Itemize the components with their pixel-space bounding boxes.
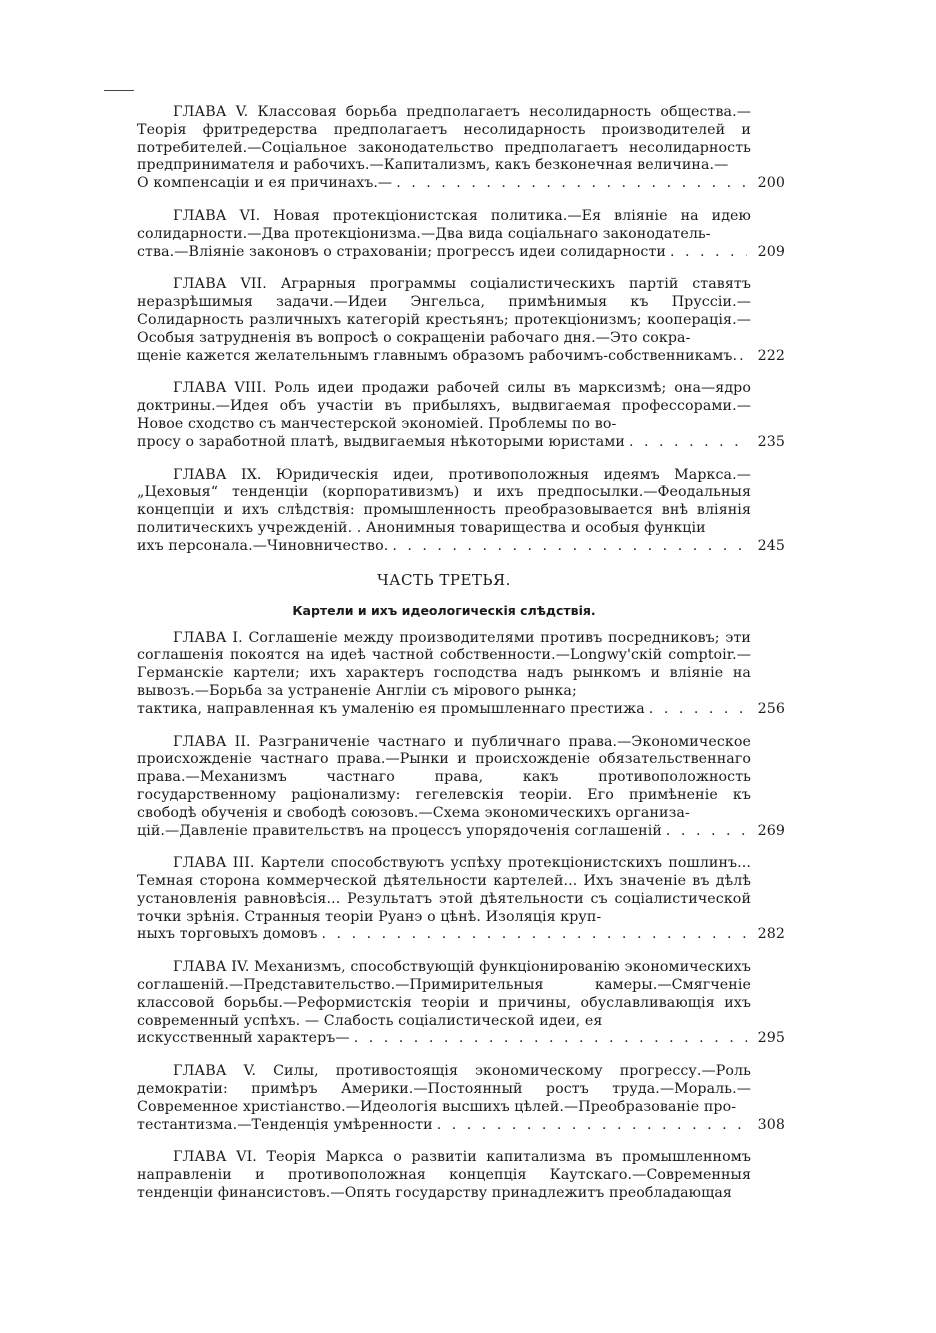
part-title: ЧАСТЬ ТРЕТЬЯ. (377, 570, 511, 589)
page-number: 222 (757, 347, 785, 364)
entry-last-line (137, 434, 785, 452)
dot-leaders (437, 1117, 747, 1135)
corner-rule (104, 90, 134, 91)
page-number: 308 (757, 1116, 785, 1133)
entry-last-line (137, 926, 785, 944)
entry-last-line (137, 538, 785, 556)
entry-last-text: О компенсаціи и ея причинахъ.— (137, 175, 393, 192)
entry-last-line (137, 1030, 785, 1048)
page-number: 200 (757, 175, 785, 192)
toc-entry-p3-ch4 (137, 959, 785, 1048)
toc-entry-ch7 (137, 276, 785, 365)
dot-leaders (670, 244, 747, 262)
entry-text: ГЛАВА IV. Механизмъ, способствующій функціонированію экономическихъ соглашеній.—Представительство.—Примирительныя камеры.—Смягченіе классовой борьбы.—Реформистскія теоріи и причины, обуславливающія ихъ современный успѣхъ. — Слабость соціалистической идеи, ея (137, 959, 751, 1029)
toc-entry-p3-ch1 (137, 630, 785, 719)
page-number: 269 (757, 822, 785, 839)
entry-last-text: щеніе кажется желательнымъ главнымъ образомъ рабочимъ-собственникамъ. (137, 347, 738, 364)
page-number: 209 (757, 243, 785, 260)
part-subtitle: Картели и ихъ идеологическія слѣдствія. (292, 602, 596, 618)
entry-last-text: ства.—Вліяніе законовъ о страхованіи; прогрессъ идеи солидарности (137, 243, 666, 260)
entry-text: ГЛАВА VI. Новая протекціонистская политика.—Ея вліяніе на идею солидарности.—Два протекціонизма.—Два вида соціальнаго законодатель- (137, 207, 751, 242)
entry-last-line (137, 348, 785, 366)
entry-last-line (137, 175, 785, 193)
toc-entry-ch8 (137, 380, 785, 451)
entry-text: ГЛАВА VIII. Роль идеи продажи рабочей силы въ марксизмѣ; она—ядро доктрины.—Идея объ участіи въ прибыляхъ, выдвигаемая профессорами.—Новое сходство съ манчестерской экономіей. Проблемы по во- (137, 380, 751, 432)
entry-last-line (137, 823, 785, 841)
toc-entry-ch6 (137, 208, 785, 261)
entry-last-line (137, 701, 785, 719)
toc-entry-ch9 (137, 467, 785, 556)
entry-last-line (137, 244, 785, 262)
table-of-contents (137, 104, 785, 1218)
dot-leaders (666, 823, 747, 841)
dot-leaders (396, 175, 747, 193)
toc-entry-p3-ch3 (137, 855, 785, 944)
entry-text: ГЛАВА II. Разграниченіе частнаго и публичнаго права.—Экономическое происхожденіе частнаго права.—Рынки и происхожденіе обязательственнаго права.—Механизмъ частнаго права, какъ противоположность государственному раціонализму: гегелевскія теоріи. Его примѣненіе къ свободѣ обученія и свободѣ союзовъ.—Схема экономическихъ организа- (137, 733, 751, 821)
entry-text: ГЛАВА VI. Теорія Маркса о развитіи капитализма въ промышленномъ направленіи и противоположная концепція Каутскаго.—Современныя тенденціи финансистовъ.—Опять государству принадлежитъ преобладающая (137, 1149, 751, 1202)
entry-last-text: искусственный характеръ— (137, 1030, 350, 1047)
dot-leaders (392, 538, 747, 556)
toc-entry-p3-ch2 (137, 734, 785, 841)
toc-entry-p3-ch5 (137, 1063, 785, 1134)
entry-text: ГЛАВА VII. Аграрныя программы соціалистическихъ партій ставятъ неразрѣшимыя задачи.—Идеи Энгельса, примѣнимыя къ Пруссіи.—Солидарность различныхъ категорій крестьянъ; протекціонизмъ; кооперація.—Особыя затрудненія въ вопросѣ о сокращеніи рабочаго дня.—Это сокра- (137, 276, 751, 346)
dot-leaders (739, 348, 751, 366)
page-number: 256 (757, 700, 785, 717)
entry-last-text: ихъ персонала.—Чиновничество. (137, 537, 389, 554)
page-number: 282 (757, 926, 785, 943)
toc-entry-ch5 (137, 104, 785, 193)
entry-text: ГЛАВА V. Классовая борьба предполагаетъ несолидарность общества.—Теорія фритредерства предполагаетъ несолидарность производителей и потребителей.—Соціальное законодательство предполагаетъ несолидарность предпринимателя и рабочихъ.—Капитализмъ, какъ безконечная величина.— (137, 104, 751, 174)
dot-leaders (322, 926, 747, 944)
entry-text: ГЛАВА V. Силы, противостоящія экономическому прогрессу.—Роль демократіи: примѣръ Америки.—Постоянный ростъ труда.—Мораль.—Современное христіанство.—Идеологія высшихъ цѣлей.—Преобразованіе про- (137, 1063, 751, 1115)
entry-last-text: ныхъ торговыхъ домовъ (137, 926, 318, 943)
entry-last-text: тестантизма.—Тенденція умѣренности (137, 1116, 433, 1133)
dot-leaders (649, 701, 747, 719)
entry-last-text: цій.—Давленіе правительствъ на процессъ упорядоченія соглашеній (137, 822, 662, 839)
entry-text: ГЛАВА IX. Юридическія идеи, противоположныя идеямъ Маркса.—„Цеховыя“ тенденціи (корпоративизмъ) и ихъ предпосылки.—Феодальныя концепціи и ихъ слѣдствія: промышленность преобразовывается внѣ вліянія политическихъ учрежденій. . Анонимныя товарищества и особыя функціи (137, 466, 751, 536)
page-number: 295 (757, 1030, 785, 1047)
entry-last-text: тактика, направленная къ умаленію ея промышленнаго престижа (137, 700, 645, 717)
entry-last-text: просу о заработной платѣ, выдвигаемыя нѣкоторыми юристами (137, 433, 625, 450)
page-number: 235 (757, 433, 785, 450)
page-number: 245 (757, 537, 785, 554)
toc-entry-p3-ch6 (137, 1149, 785, 1202)
entry-last-line (137, 1117, 785, 1135)
dot-leaders (354, 1030, 747, 1048)
entry-text: ГЛАВА I. Соглашеніе между производителями противъ посредниковъ; эти соглашенія покоятся на идеѣ частной собственности.—Longwy'скій comptoir.—Германскіе картели; ихъ характеръ господства надъ рынкомъ и вліяніе на вывозъ.—Борьба за устраненіе Англіи съ мірового рынка; (137, 629, 751, 699)
dot-leaders (629, 434, 747, 452)
entry-text: ГЛАВА III. Картели способствуютъ успѣху протекціонистскихъ пошлинъ... Темная сторона коммерческой дѣятельности картелей... Ихъ значеніе въ дѣлѣ установленія равновѣсія... Результатъ этой дѣятельности съ соціалистической точки зрѣнія. Странныя теоріи Руанэ о цѣнѣ. Изоляція круп- (137, 855, 751, 925)
